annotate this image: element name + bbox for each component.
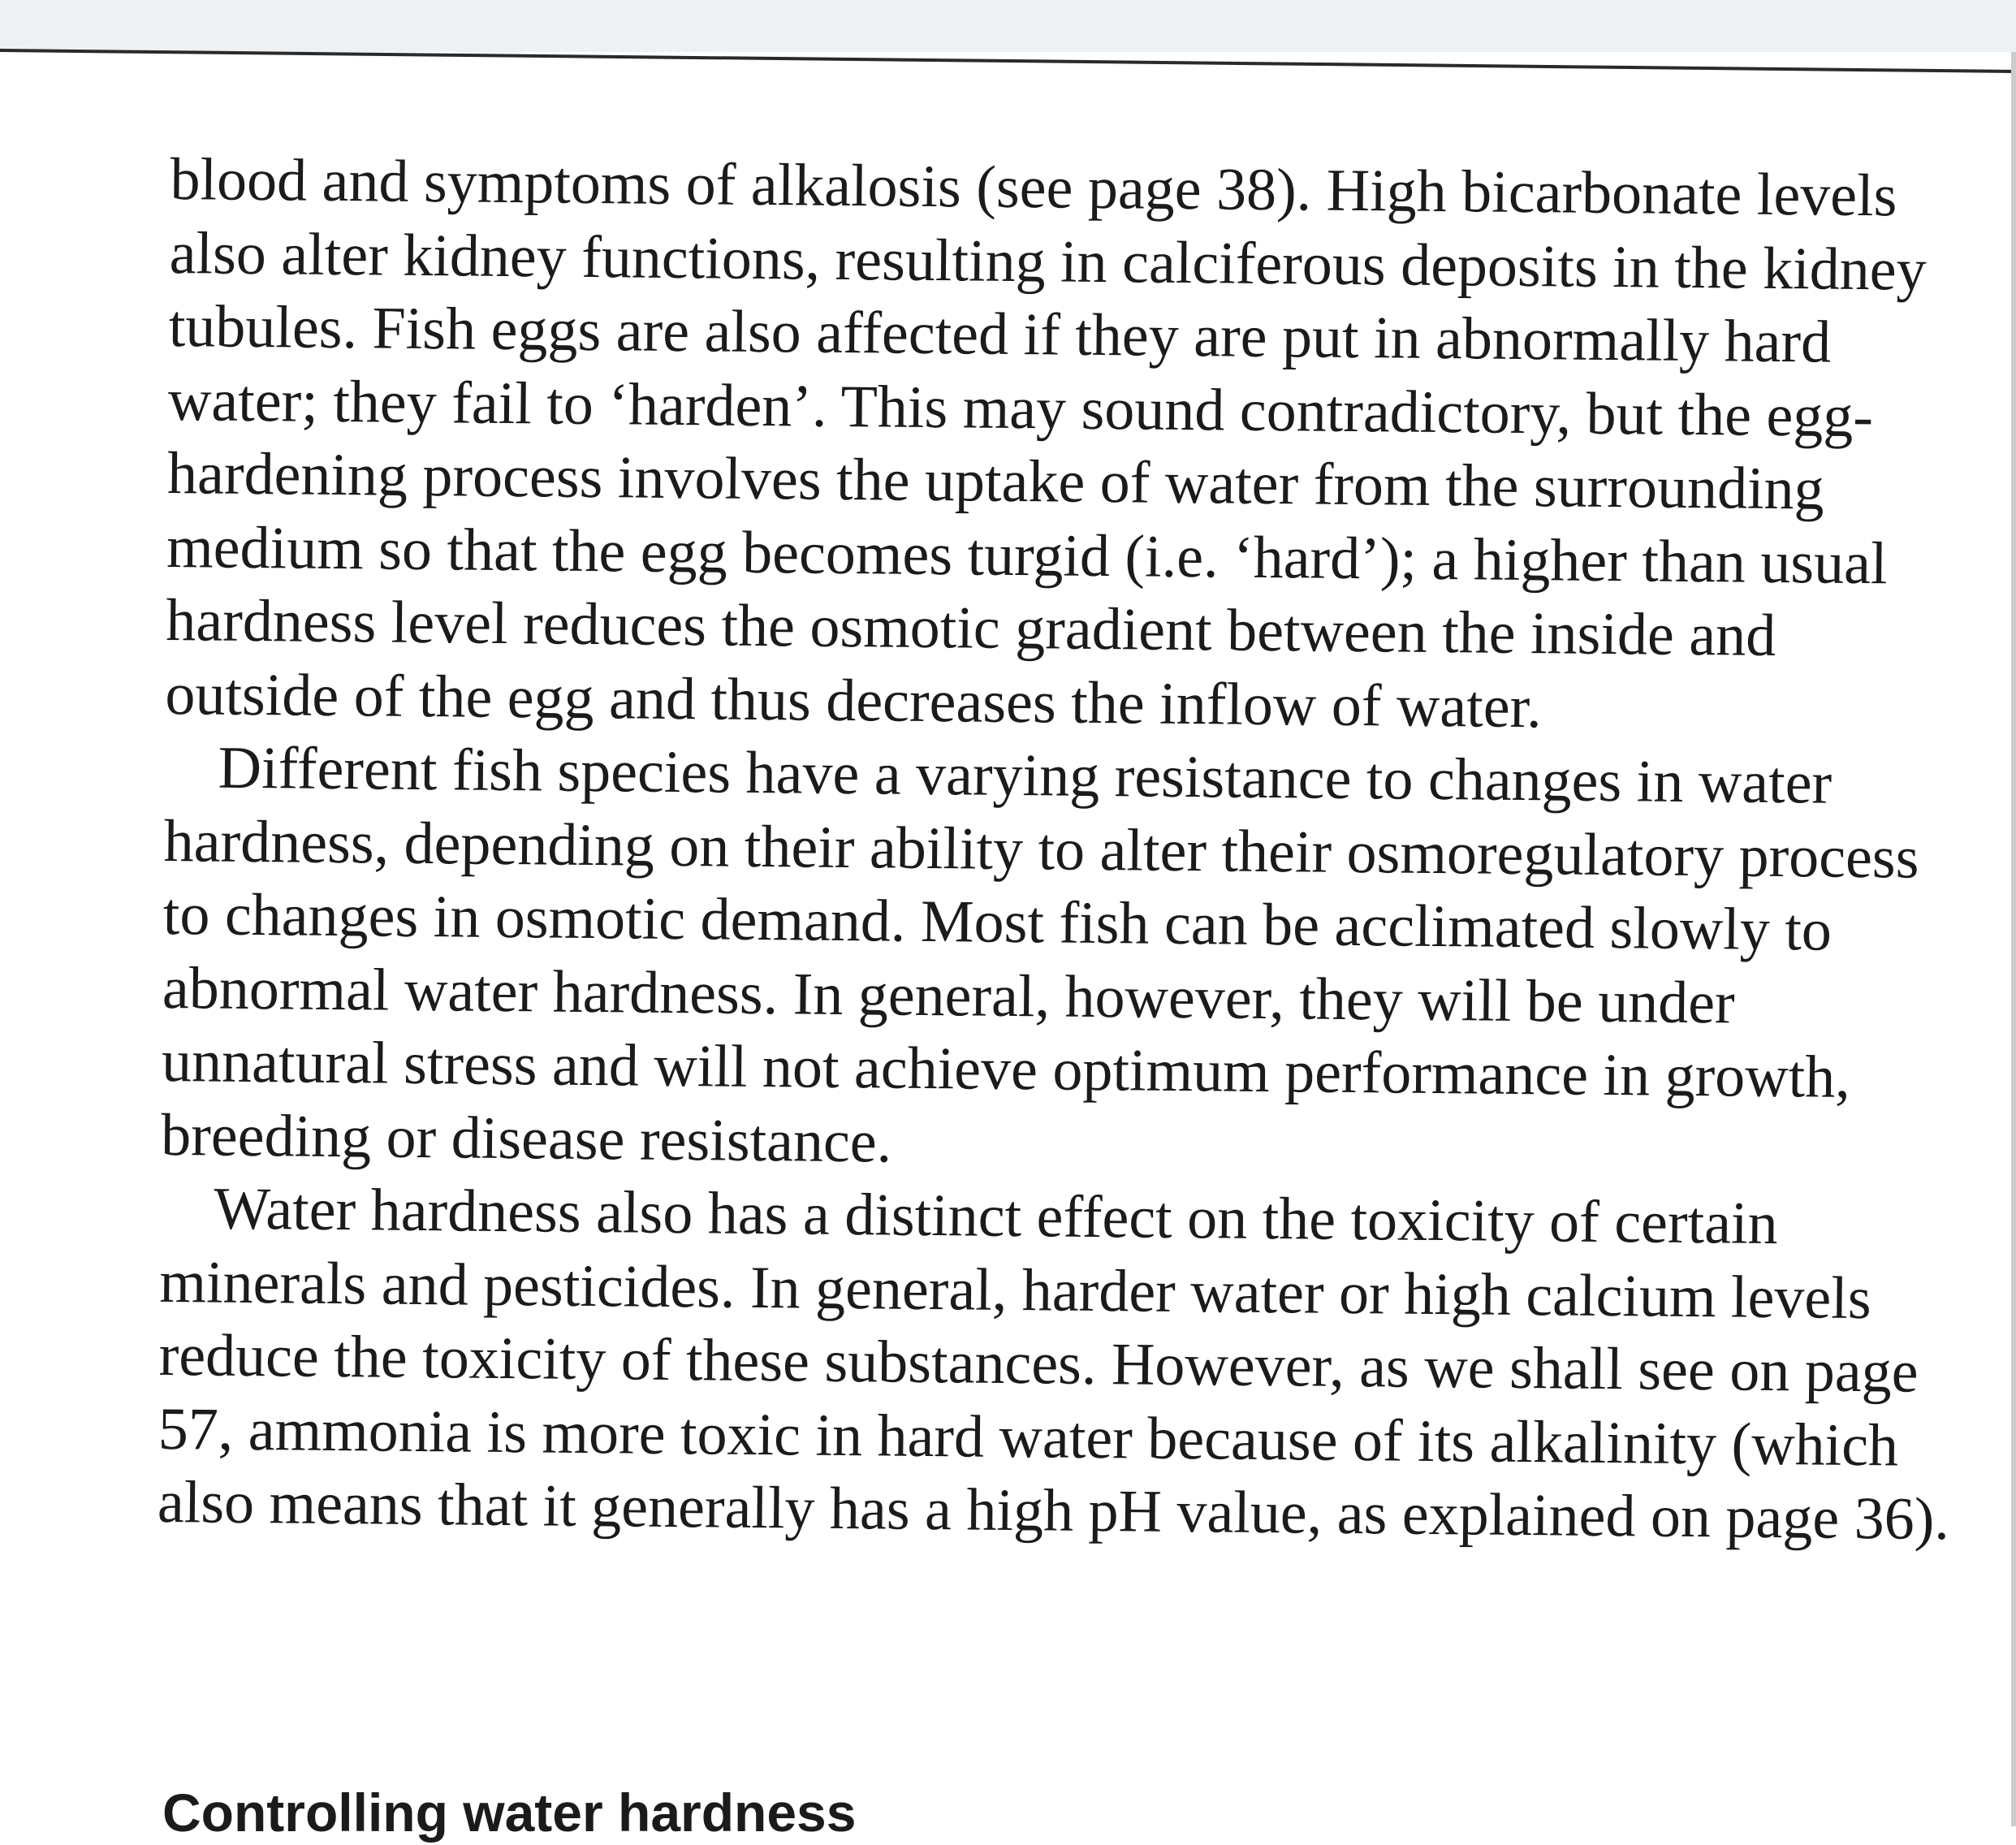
paragraph-toxicity: Water hardness also has a distinct effect on the toxicity of certain minerals and pesticides. In general, harder water or high calcium levels reduce the toxicity of these substances. However, as we shall see on page 57, ammonia is more toxic in hard water because of its alkalinity (which also means that it generally has a high pH value, as explained on page 36). xyxy=(157,1175,1950,1553)
scanner-top-margin xyxy=(0,0,2016,52)
paragraph-alkalosis-and-eggs: blood and symptoms of alkalosis (see page 38). High bicarbonate levels also alter kidney functions, resulting in calciferous deposits in the kidney tubules. Fish eggs are also affected if they are put in abnormally hard water; they fail to ‘harden’. This may sound contradictory, but the egg-hardening process involves the uptake of water from the surrounding medium so that the egg becomes turgid (i.e. ‘hard’); a higher than usual hardness level reduces the osmotic gradient between the inside and outside of the egg and thus decreases the inflow of water. xyxy=(165,145,1927,741)
body-text xyxy=(157,143,1964,1557)
page-right-edge xyxy=(2011,52,2016,1826)
paragraph-species-resistance: Different fish species have a varying resistance to changes in water hardness, depending on their ability to alter their osmoregulatory process to changes in osmotic demand. Most fish can be acclimated slowly to abnormal water hardness. In general, however, they will be under unnatural stress and will not achieve optimum performance in growth, breeding or disease resistance. xyxy=(160,734,1919,1176)
section-heading: Controlling water hardness xyxy=(162,1782,857,1843)
page-top-rule xyxy=(0,49,2016,73)
